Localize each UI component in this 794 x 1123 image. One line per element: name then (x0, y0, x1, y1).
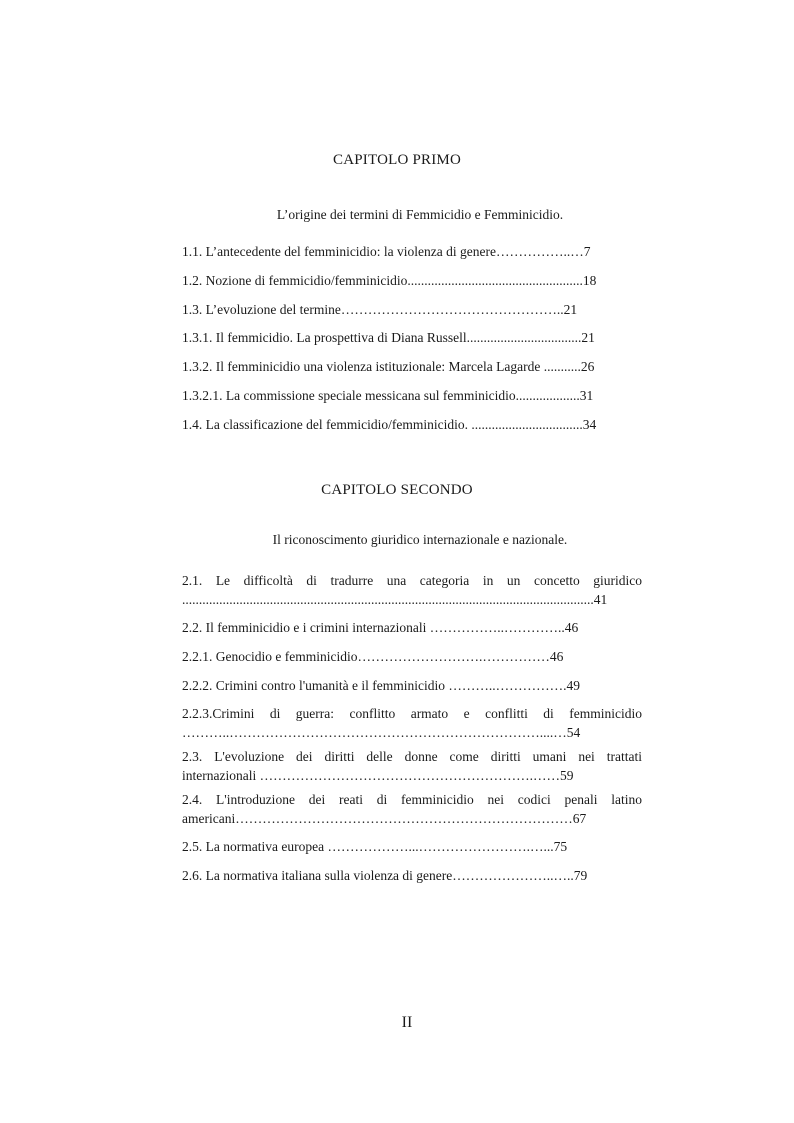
toc-entry (182, 747, 642, 785)
toc-entry-line: 2.1. Le difficoltà di tradurre una categoria in un concetto giuridico (182, 573, 642, 588)
toc-entry: 2.2.2. Crimini contro l'umanità e il femminicidio ………..…………….49 (182, 677, 581, 693)
toc-entry: 1.3.2. Il femminicidio una violenza istituzionale: Marcela Lagarde ...........26 (182, 359, 595, 375)
toc-entry (182, 704, 642, 742)
toc-entry: 1.3. L’evoluzione del termine…………………………………………..21 (182, 301, 578, 317)
toc-entry: 2.2.1. Genocidio e femminicidio……………………….……………46 (182, 648, 564, 664)
toc-entry-line: 2.4. L'introduzione dei reati di femminicidio nei codici penali latino (182, 792, 642, 808)
chapter-2-title: CAPITOLO SECONDO (321, 482, 473, 498)
toc-entry: 2.2. Il femminicidio e i crimini internazionali ……………..…………..46 (182, 620, 579, 635)
toc-entry-line: americani…………………………………………………………………67 (182, 811, 587, 827)
toc-entry-line: ………..……………………………………………………………....…54 (182, 725, 581, 741)
toc-entry-line: internazionali …………………………………………………….……59 (182, 768, 574, 784)
chapter-1-toc (182, 238, 642, 440)
chapter-1-title: CAPITOLO PRIMO (333, 152, 461, 168)
toc-entry: 2.6. La normativa italiana sulla violenza di genere…………………..…..79 (182, 868, 588, 884)
toc-entry: 1.3.1. Il femmicidio. La prospettiva di Diana Russell..................................21 (182, 330, 595, 346)
toc-entry: 1.1. L’antecedente del femminicidio: la violenza di genere……………..…7 (182, 244, 591, 259)
toc-entry (182, 571, 642, 609)
toc-entry: 1.3.2.1. La commissione speciale messicana sul femminicidio...................31 (182, 387, 594, 403)
chapter-1-subtitle: L’origine dei termini di Femmicidio e Femminicidio. (276, 207, 564, 222)
toc-entry-line: 2.2.3.Crimini di guerra: conflitto armato e conflitti di femminicidio (182, 706, 642, 722)
toc-entry: 1.2. Nozione di femmicidio/femminicidio....................................................18 (182, 272, 597, 288)
toc-entry (182, 790, 642, 828)
toc-entry: 2.5. La normativa europea ………………...…………………….…...75 (182, 839, 568, 855)
toc-entry-line: ..........................................................................................................................41 (182, 592, 608, 607)
toc-entry: 1.4. La classificazione del femmicidio/femminicidio. .................................34 (182, 416, 597, 432)
page-number: II (401, 1014, 413, 1031)
chapter-2-subtitle: Il riconoscimento giuridico internazionale e nazionale. (272, 532, 568, 547)
toc-entry-line: 2.3. L'evoluzione dei diritti delle donne come diritti umani nei trattati (182, 749, 642, 765)
chapter-2-toc (182, 567, 642, 891)
